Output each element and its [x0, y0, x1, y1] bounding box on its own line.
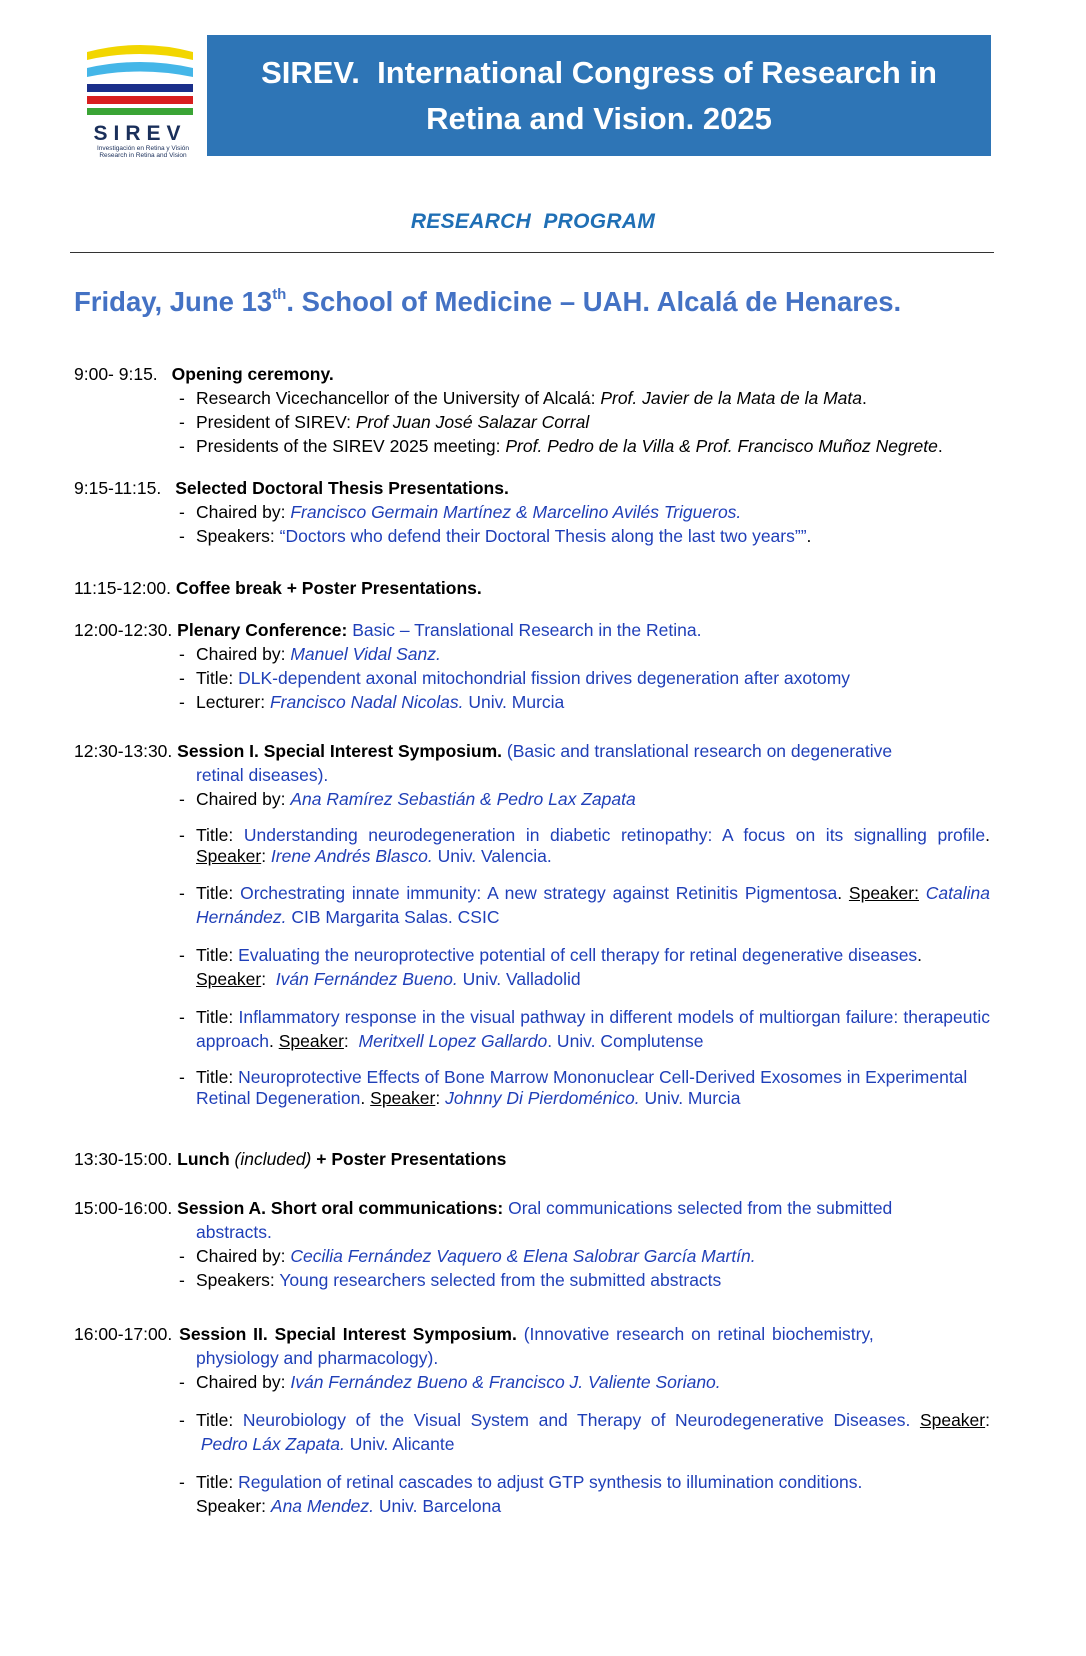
list-item: - Chaired by: Iván Fernández Bueno & Francisco J. Valiente Soriano.: [179, 1370, 990, 1394]
slot-time: 12:30-13:30.: [74, 741, 173, 761]
list-item: - Presidents of the SIREV 2025 meeting: Prof. Pedro de la Villa & Prof. Francisco Muñoz Negrete.: [179, 434, 990, 458]
slot-time: 16:00-17:00.: [74, 1324, 173, 1344]
slot-title: Opening ceremony.: [171, 364, 334, 384]
list-item: - Lecturer: Francisco Nadal Nicolas. Univ. Murcia: [179, 690, 990, 714]
slot-title: Session A. Short oral communications:: [177, 1198, 504, 1218]
list-item: - Research Vicechancellor of the University of Alcalá: Prof. Javier de la Mata de la Mata.: [179, 386, 990, 410]
program-schedule: [74, 362, 990, 1518]
day-title: [74, 286, 1034, 318]
slot-session-ii: [74, 1322, 990, 1518]
slot-session-i: [74, 739, 990, 1109]
slot-title: Session I. Special Interest Symposium.: [177, 741, 502, 761]
slot-opening-ceremony: [74, 362, 990, 458]
day-title-ordinal: th: [272, 286, 287, 303]
day-title-date: Friday, June 13: [74, 286, 273, 317]
slot-time: 15:00-16:00.: [74, 1198, 173, 1218]
logo-wordmark: SIREV: [93, 122, 187, 145]
slot-title: Selected Doctoral Thesis Presentations.: [175, 478, 509, 498]
list-item: - Title: Regulation of retinal cascades to adjust GTP synthesis to illumination conditions. Speaker: Ana Mendez. Univ. Barcelona: [179, 1470, 990, 1518]
list-item: - Title: Neurobiology of the Visual System and Therapy of Neurodegenerative Diseases. Speaker: Pedro Láx Zapata. Univ. Alicante: [179, 1408, 990, 1456]
list-item: - Chaired by: Cecilia Fernández Vaquero & Elena Salobrar García Martín.: [179, 1244, 990, 1268]
logo-stripes-graphic: [85, 42, 195, 122]
sirev-logo: [85, 42, 195, 160]
slot-time: 9:15-11:15.: [74, 478, 162, 498]
slot-description: (Innovative research on retinal biochemistry,: [516, 1324, 874, 1344]
list-item: - Speakers: “Doctors who defend their Doctoral Thesis along the last two years””.: [179, 524, 990, 548]
list-item: - Title: DLK-dependent axonal mitochondrial fission drives degeneration after axotomy: [179, 666, 990, 690]
slot-time: 13:30-15:00.: [74, 1149, 173, 1169]
list-item: - President of SIREV: Prof Juan José Salazar Corral: [179, 410, 990, 434]
banner-title-line2: Retina and Vision. 2025: [426, 100, 772, 136]
slot-description-cont: abstracts.: [196, 1222, 272, 1242]
slot-description-cont: retinal diseases).: [196, 765, 329, 785]
logo-tagline-en: Research in Retina and Vision: [99, 152, 187, 159]
slot-plenary-conference: [74, 618, 990, 714]
slot-session-a: [74, 1196, 990, 1292]
slot-description: Basic – Translational Research in the Retina.: [347, 620, 702, 640]
list-item: - Title: Neuroprotective Effects of Bone Marrow Mononuclear Cell-Derived Exosomes in Experimental Retinal Degeneration. Speaker: Johnny Di Pierdoménico. Univ. Murcia: [179, 1067, 990, 1109]
logo-tagline: [88, 145, 198, 159]
slot-time: 12:00-12:30.: [74, 620, 173, 640]
slot-title-cont: + Poster Presentations: [316, 1149, 507, 1169]
list-item: - Title: Understanding neurodegeneration in diabetic retinopathy: A focus on its signalling profile. Speaker: Irene Andrés Blasco. Univ. Valencia.: [179, 825, 990, 867]
list-item: - Title: Orchestrating innate immunity: A new strategy against Retinitis Pigmentosa. Speaker: Catalina Hernández. CIB Margarita Salas. CSIC: [179, 881, 990, 929]
slot-title: Session II. Special Interest Symposium.: [179, 1324, 517, 1344]
list-item: - Title: Evaluating the neuroprotective potential of cell therapy for retinal degenerative diseases. Speaker: Iván Fernández Bueno. Univ. Valladolid: [179, 943, 990, 991]
list-item: - Chaired by: Manuel Vidal Sanz.: [179, 642, 990, 666]
list-item: - Title: Inflammatory response in the visual pathway in different models of multiorgan failure: therapeutic approach. Speaker: Meritxell Lopez Gallardo. Univ. Complutense: [179, 1005, 990, 1053]
slot-coffee-break: [74, 576, 990, 600]
logo-tagline-es: Investigación en Retina y Visión: [96, 145, 190, 152]
program-title: RESEARCH PROGRAM: [410, 210, 656, 233]
slot-description: Oral communications selected from the submitted: [503, 1198, 893, 1218]
divider: [70, 252, 994, 253]
slot-note: (included): [234, 1149, 312, 1169]
slot-description-cont: physiology and pharmacology).: [196, 1348, 439, 1368]
slot-doctoral-thesis: [74, 476, 990, 548]
list-item: - Chaired by: Ana Ramírez Sebastián & Pedro Lax Zapata: [179, 787, 990, 811]
slot-title: Plenary Conference:: [177, 620, 348, 640]
banner-title-line1: SIREV. International Congress of Research in: [261, 54, 937, 90]
slot-description: (Basic and translational research on degenerative: [502, 741, 893, 761]
congress-banner: [207, 35, 991, 156]
slot-time: 9:00- 9:15.: [74, 364, 158, 384]
slot-title: Coffee break + Poster Presentations.: [175, 578, 482, 598]
list-item: - Speakers: Young researchers selected from the submitted abstracts: [179, 1268, 990, 1292]
day-title-venue: . School of Medicine – UAH. Alcalá de Henares.: [286, 286, 902, 317]
slot-time: 11:15-12:00.: [74, 578, 171, 598]
list-item: - Chaired by: Francisco Germain Martínez & Marcelino Avilés Trigueros.: [179, 500, 990, 524]
slot-lunch: [74, 1147, 990, 1171]
slot-title: Lunch: [177, 1149, 230, 1169]
